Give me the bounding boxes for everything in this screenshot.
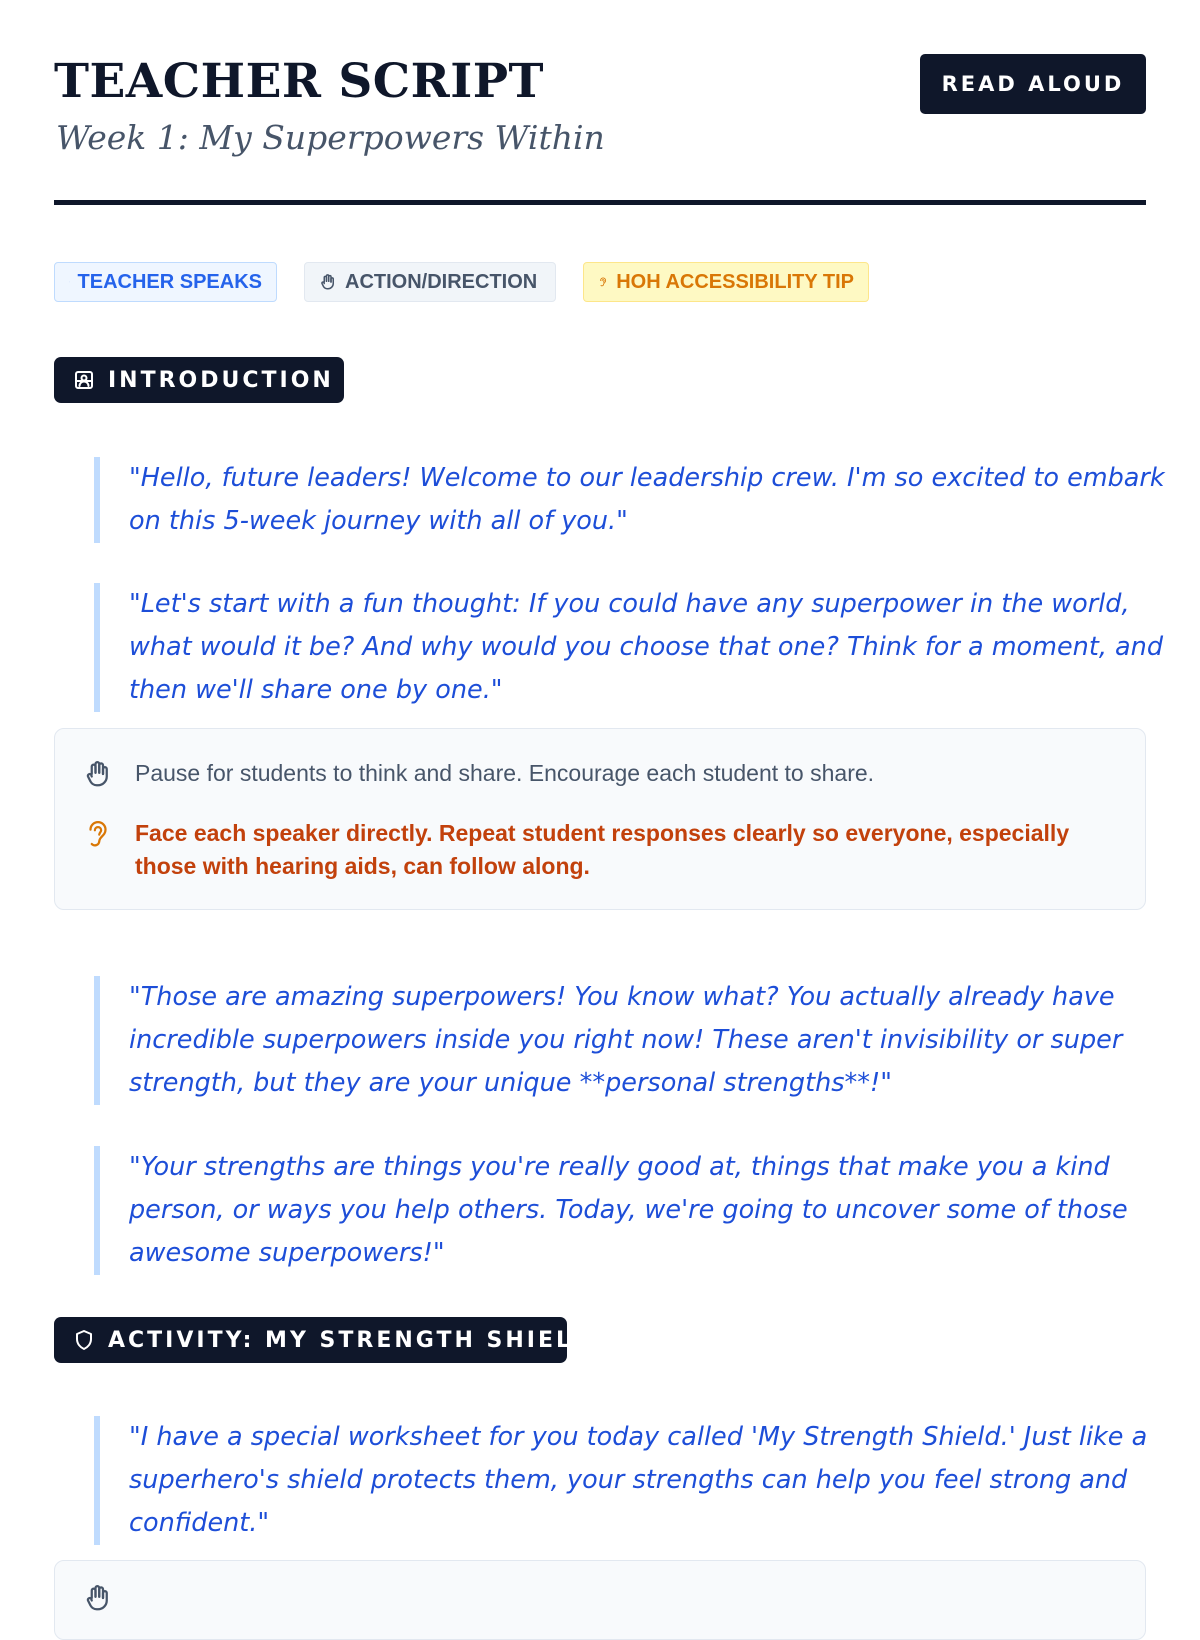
hand-icon [319, 273, 337, 291]
legend-hoh-tip [583, 262, 869, 302]
hand-icon [83, 1583, 113, 1613]
hand-icon [83, 759, 113, 789]
direction-note [54, 1560, 1146, 1640]
header-divider [54, 200, 1146, 205]
section-introduction-label: INTRODUCTION [108, 368, 334, 393]
teacher-quote: "I have a special worksheet for you today called 'My Strength Shield.' Just like a superhero's shield protects them, your strengths can help you feel strong and confident." [94, 1416, 1186, 1545]
teacher-quote: "Let's start with a fun thought: If you could have any superpower in the world, what would it be? And why would you choose that one? Think for a moment, and then we'll share one by one." [94, 583, 1186, 712]
page-subtitle: Week 1: My Superpowers Within [56, 118, 605, 158]
section-activity-badge [54, 1317, 567, 1363]
read-aloud-button[interactable]: READ ALOUD [920, 54, 1146, 114]
action-direction-line [83, 1583, 1105, 1613]
legend-teacher-speaks [54, 262, 277, 302]
action-direction-text: Pause for students to think and share. Encourage each student to share. [135, 757, 874, 790]
hoh-tip-text: Face each speaker directly. Repeat student responses clearly so everyone, especially those with hearing aids, can follow along. [135, 817, 1105, 883]
section-introduction-badge [54, 357, 344, 403]
action-direction-line [83, 759, 1105, 790]
group-icon [72, 368, 96, 392]
direction-note [54, 728, 1146, 910]
ear-icon [598, 273, 608, 291]
legend-action-direction [304, 262, 556, 302]
legend-teacher-speaks-label: TEACHER SPEAKS [78, 271, 262, 294]
microphone-icon [69, 273, 70, 291]
legend-hoh-tip-label: HOH ACCESSIBILITY TIP [616, 271, 854, 294]
ear-icon [83, 819, 113, 849]
shield-icon [72, 1328, 96, 1352]
page-title: TEACHER SCRIPT [54, 56, 544, 108]
teacher-quote: "Your strengths are things you're really good at, things that make you a kind person, or ways you help others. Today, we're going to uncover some of those awesome superpowers!" [94, 1146, 1186, 1275]
teacher-quote: "Hello, future leaders! Welcome to our leadership crew. I'm so excited to embark on this 5-week journey with all of you." [94, 457, 1186, 543]
teacher-quote: "Those are amazing superpowers! You know what? You actually already have incredible superpowers inside you right now! These aren't invisibility or super strength, but they are your unique **personal strengths**!" [94, 976, 1186, 1105]
section-activity-label: ACTIVITY: MY STRENGTH SHIELD [108, 1328, 594, 1353]
legend-action-direction-label: ACTION/DIRECTION [345, 271, 537, 294]
page-header [54, 52, 1146, 162]
hoh-tip-line [83, 819, 1105, 883]
